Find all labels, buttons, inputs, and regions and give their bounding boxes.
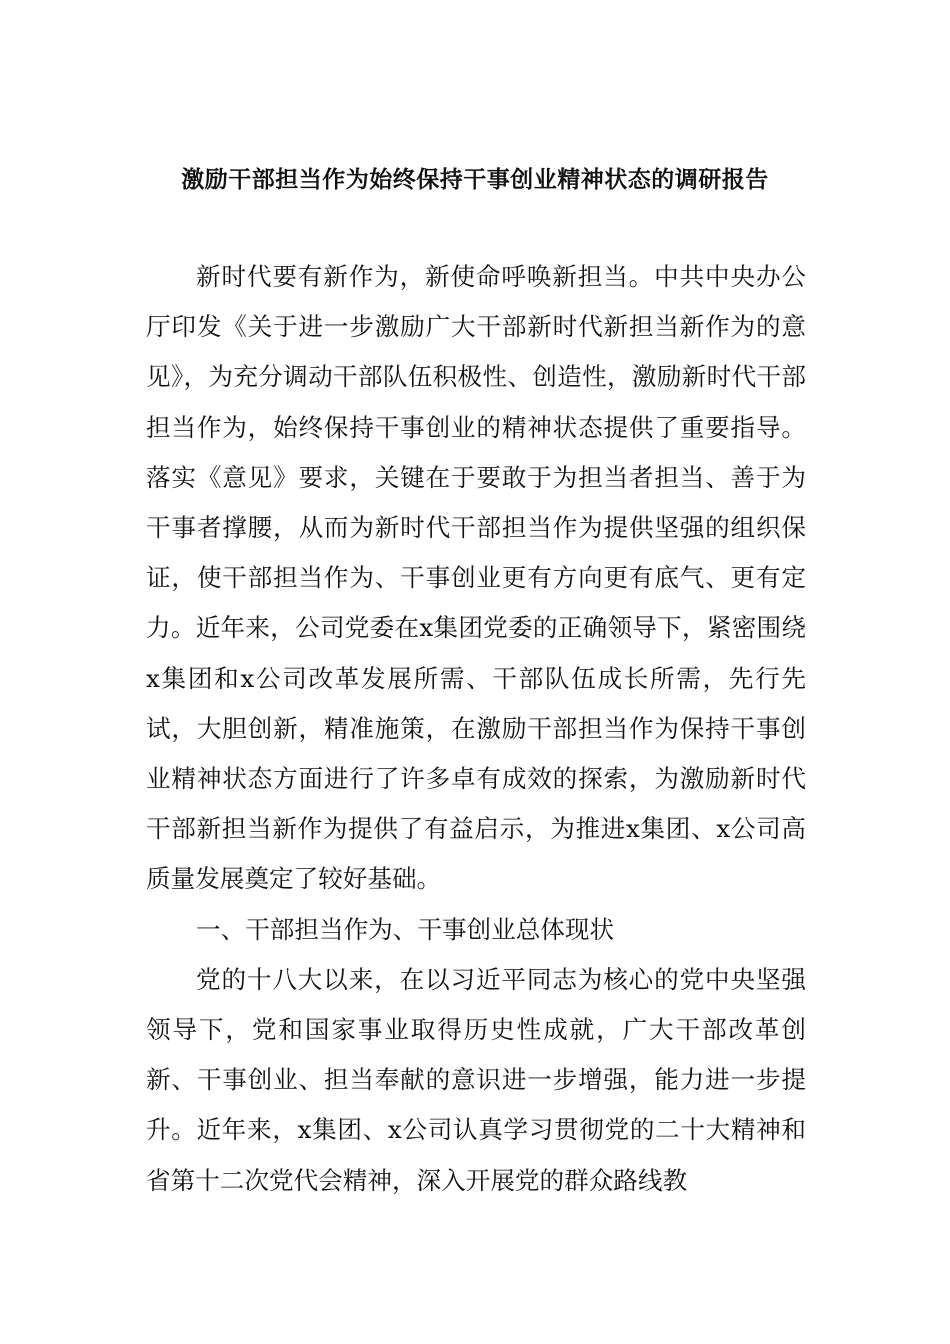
document-title: 激励干部担当作为始终保持干事创业精神状态的调研报告 (181, 167, 769, 193)
intro-paragraph: 新时代要有新作为，新使命呼唤新担当。中共中央办公厅印发《关于进一步激励广大干部新时代新担当新作为的意见》，为充分调动干部队伍积极性、创造性，激励新时代干部担当作为，始终保持干事创业的精神状态提供了重要指导。落实《意见》要求，关键在于要敢于为担当者担当、善于为干事者撑腰，从而为新时代干部担当作为提供坚强的组织保证，使干部担当作为、干事创业更有方向更有底气、更有定力。近年来，公司党委在x集团党委的正确领导下，紧密围绕x集团和x公司改革发展所需、干部队伍成长所需，先行先试，大胆创新，精准施策，在激励干部担当作为保持干事创业精神状态方面进行了许多卓有成效的探索，为激励新时代干部新担当新作为提供了有益启示，为推进x集团、x公司高质量发展奠定了较好基础。 (146, 262, 806, 894)
body-paragraph: 党的十八大以来，在以习近平同志为核心的党中央坚强领导下，党和国家事业取得历史性成就，广大干部改革创新、干事创业、担当奉献的意识进一步增强，能力进一步提升。近年来，x集团、x公司认真学习贯彻党的二十大精神和省第十二次党代会精神，深入开展党的群众路线教 (146, 964, 806, 1195)
section-heading: 一、干部担当作为、干事创业总体现状 (196, 914, 615, 944)
document-body (146, 252, 806, 1206)
